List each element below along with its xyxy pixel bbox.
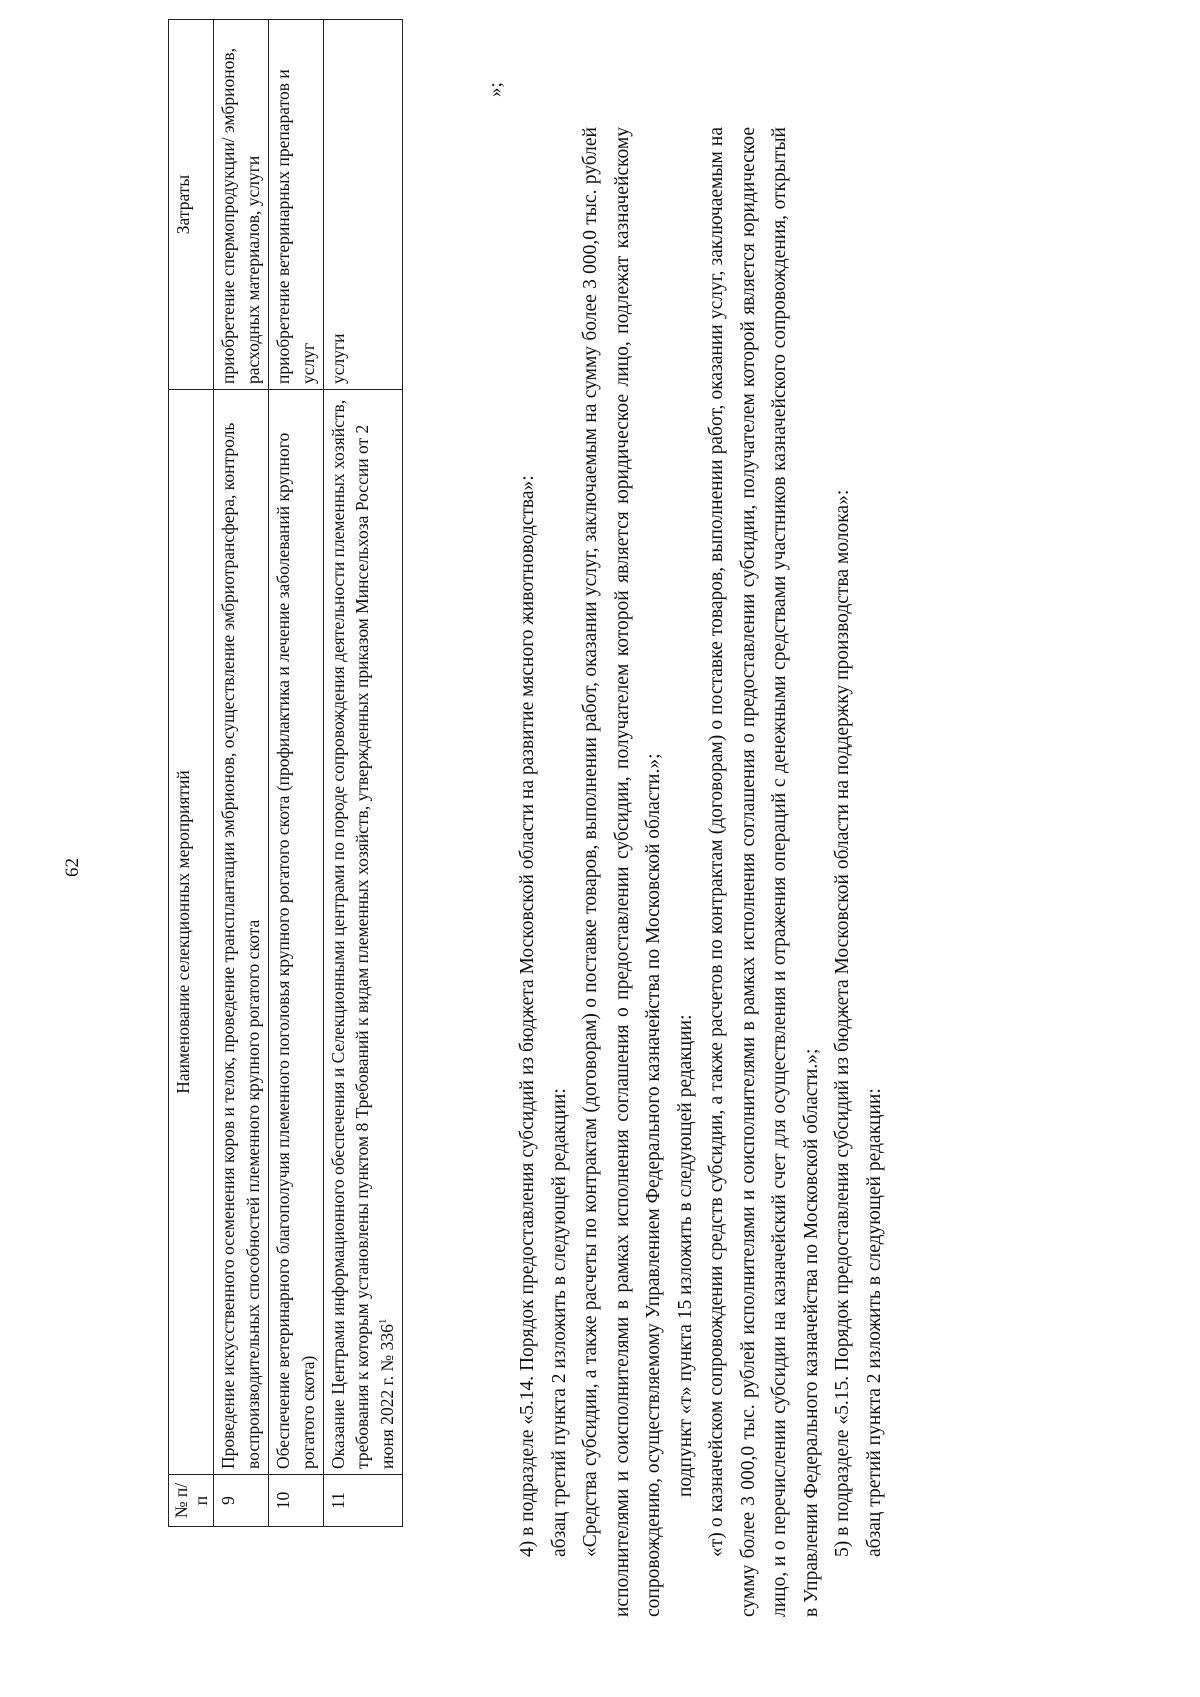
header-costs: Затраты	[169, 20, 214, 390]
measure-name: Обеспечение ветеринарного благополучия племенного поголовья крупного рогатого скота (профилактика и лечение заболеваний крупного рогатого скота)	[268, 390, 323, 1475]
paragraph: 4) в подразделе «5.14. Порядок предоставления субсидий из бюджета Московской области на развитие мясного животноводства»:	[517, 475, 538, 1557]
table-row	[268, 20, 323, 1527]
row-number: 10	[268, 1475, 323, 1527]
measure-name-text: Оказание Центрами информационного обеспечения и Селекционными центрами по породе сопровождения деятельности племенных хозяйств, требования к которым установлены пунктом 8 Требований к видам племенных хозяйств, утвержденных приказом Минсельхоза России от 2 июня 2022 г. № 336	[327, 399, 398, 1469]
table-row	[214, 20, 269, 1527]
paragraph: подпункт «т» пункта 15 изложить в следующей редакции:	[674, 1014, 696, 1497]
paragraph: «т) о казначейском сопровождении средств субсидии, а также расчетов по контрактам (договорам) о поставке товаров, выполнении работ, оказании услуг, заключаемым на сумму более 3 000,0 тыс. рублей исполнителями и соисполнителями в рамках исполнения соглашения о предоставлении субсидии, получателем которой является юридическое лицо, и о перечислении субсидии на казначейский счет для осуществления и отражения операций с денежными средствами участников казначейского сопровождения, открытый в Управлении Федерального казначейства по Московской области.»;	[706, 127, 822, 1617]
footnote-marker: 1	[377, 1318, 390, 1325]
table-header-row	[169, 20, 214, 1527]
paragraph: 5) в подразделе «5.15. Порядок предоставления субсидий из бюджета Московской области на поддержку производства молока»:	[832, 489, 853, 1557]
closing-quote: »;	[485, 82, 506, 97]
header-number: № п/п	[169, 1475, 214, 1527]
paragraph: абзац третий пункта 2 изложить в следующей редакции:	[863, 1088, 885, 1557]
measure-name: Проведение искусственного осеменения коров и телок, проведение трансплантации эмбрионов, осуществление эмбриотрансфера, контроль воспроизводительных способностей племенного крупного рогатого скота	[214, 390, 269, 1475]
header-measure-name: Наименование селекционных мероприятий	[169, 390, 214, 1475]
measure-costs: приобретение ветеринарных препаратов и услуг	[268, 20, 323, 390]
paragraph: абзац третий пункта 2 изложить в следующей редакции:	[548, 1088, 570, 1557]
table-row	[323, 20, 403, 1527]
measure-costs: приобретение спермопродукции/ эмбрионов, расходных материалов, услуги	[214, 20, 269, 390]
page-number: 62	[62, 858, 83, 877]
selection-measures-table	[168, 19, 403, 1527]
row-number: 9	[214, 1475, 269, 1527]
paragraph: «Средства субсидии, а также расчеты по контрактам (договорам) о поставке товаров, выполнении работ, оказании услуг, заключаемым на сумму более 3 000,0 тыс. рублей исполнителями и соисполнителями в рамках исполнения соглашения о предоставлении субсидии, получателем которой является юридическое лицо, подлежат казначейскому сопровождению, осуществляемому Управлением Федерального казначейства по Московской области.»;	[580, 127, 664, 1617]
row-number: 11	[323, 1475, 403, 1527]
measure-costs: услуги	[323, 20, 403, 390]
body-text	[512, 127, 890, 1617]
measure-name	[323, 390, 403, 1475]
